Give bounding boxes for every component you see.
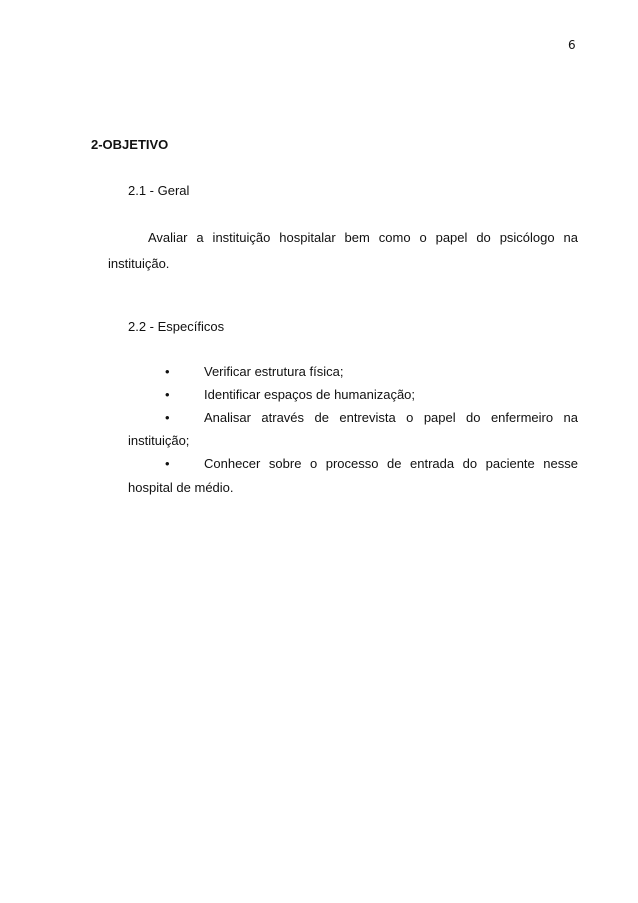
page-number: 6 [568, 38, 576, 52]
list-item-continuation: hospital de médio. [128, 480, 234, 495]
subsection-heading-geral: 2.1 - Geral [128, 183, 190, 198]
bullet-icon: • [165, 364, 170, 379]
list-item-text: Identificar espaços de humanização; [204, 387, 416, 402]
section-title: 2-OBJETIVO [91, 137, 169, 152]
list-item [128, 410, 578, 428]
bullet-icon: • [165, 410, 170, 425]
list-item [128, 387, 578, 405]
list-item-text: Analisar através de entrevista o papel do enfermeiro na [204, 410, 578, 425]
list-item [128, 456, 578, 474]
bullet-icon: • [165, 456, 170, 471]
list-item-text: Verificar estrutura física; [204, 364, 344, 379]
list-item-continuation: instituição; [128, 433, 190, 448]
paragraph-geral-line-2: instituição. [108, 256, 170, 271]
list-item-text: Conhecer sobre o processo de entrada do paciente nesse [204, 456, 578, 471]
subsection-heading-especificos: 2.2 - Específicos [128, 319, 225, 334]
bullet-icon: • [165, 387, 170, 402]
paragraph-geral-line-1: Avaliar a instituição hospitalar bem como o papel do psicólogo na [148, 230, 578, 245]
list-item [128, 364, 578, 382]
